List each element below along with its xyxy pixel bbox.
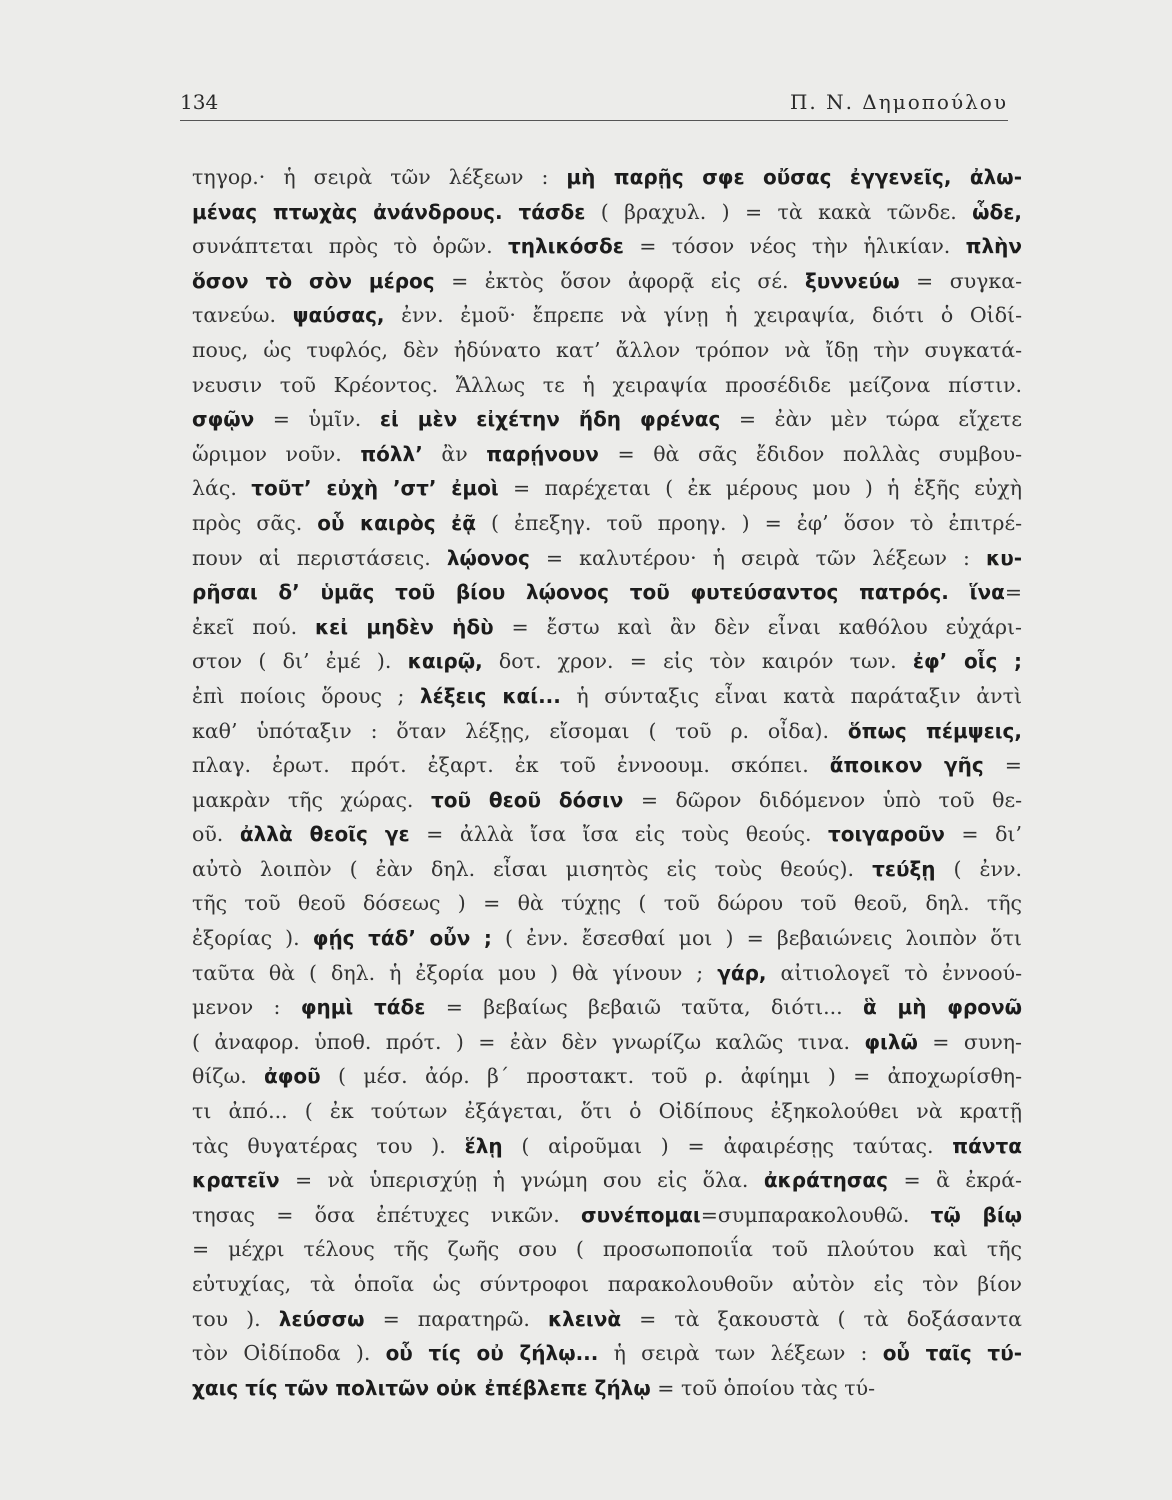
gloss-text: = μέχρι τέλους τῆς ζωῆς σου ( προσωποποιΐα τοῦ πλούτου καὶ τῆς bbox=[192, 1237, 1022, 1262]
gloss-text: = ὑμῖν. bbox=[254, 407, 380, 432]
text-line bbox=[192, 402, 1022, 437]
text-line bbox=[192, 921, 1022, 956]
text-line bbox=[192, 1025, 1022, 1060]
text-line bbox=[192, 1336, 1022, 1371]
text-line bbox=[192, 160, 1022, 195]
gloss-text: = bbox=[983, 753, 1022, 778]
text-line bbox=[192, 333, 1022, 368]
gloss-text: ( ἐνν. ἔσεσθαί μοι ) = βεβαιώνεις λοιπὸν ὅτι bbox=[491, 926, 1022, 951]
gloss-text: θίζω. bbox=[192, 1064, 265, 1089]
running-head: Π. Ν. Δημοπούλου bbox=[789, 90, 1008, 114]
gloss-text: ( αἱροῦμαι ) = ἀφαιρέσῃς ταύτας. bbox=[502, 1133, 953, 1158]
gloss-text: = θὰ σᾶς ἔδιδον πολλὰς συμβου- bbox=[598, 441, 1022, 466]
text-line bbox=[192, 1198, 1022, 1233]
text-line bbox=[192, 817, 1022, 852]
lemma-term: πόλλ’ bbox=[360, 441, 423, 466]
lemma-term: ἄποικον γῆς bbox=[829, 753, 984, 778]
lemma-term: ὅπως πέμψεις, bbox=[847, 718, 1022, 743]
gloss-text: πους, ὡς τυφλός, δὲν ἠδύνατο κατ’ ἄλλον τρόπον νὰ ἴδῃ τὴν συγκατά- bbox=[192, 337, 1022, 362]
text-line bbox=[192, 714, 1022, 749]
gloss-text: νευσιν τοῦ Κρέοντος. Ἄλλως τε ἡ χειραψία προσέδιδε μείζονα πίστιν. bbox=[192, 372, 1022, 397]
commentary-text bbox=[192, 160, 1022, 1405]
lemma-term: κρατεῖν bbox=[192, 1168, 280, 1193]
gloss-text: τανεύω. bbox=[192, 303, 293, 328]
lemma-term: παρῄνουν bbox=[486, 441, 599, 466]
text-line bbox=[192, 1371, 1022, 1406]
lemma-term: μένας πτωχὰς ἀνάνδρους. τάσδε bbox=[192, 199, 586, 224]
gloss-text: = ἔστω καὶ ἂν δὲν εἶναι καθόλου εὐχάρι- bbox=[493, 614, 1022, 639]
lemma-term: οὗ καιρὸς ἐᾷ bbox=[317, 510, 476, 535]
gloss-text: ἡ σύνταξις εἶναι κατὰ παράταξιν ἀντὶ bbox=[560, 683, 1022, 708]
lemma-term: τεύξῃ bbox=[872, 856, 936, 881]
gloss-text: = ἐὰν μὲν τώρα εἴχετε bbox=[720, 407, 1022, 432]
lemma-term: οὗ τίς οὐ ζήλῳ... bbox=[385, 1341, 599, 1366]
lemma-term: πλὴν bbox=[965, 234, 1023, 259]
text-line bbox=[192, 229, 1022, 264]
gloss-text: τῆς τοῦ θεοῦ δόσεως ) = θὰ τύχῃς ( τοῦ δώρου τοῦ θεοῦ, δηλ. τῆς bbox=[192, 891, 1022, 916]
lemma-term: λεύσσω bbox=[278, 1306, 365, 1331]
gloss-text: ἐπὶ ποίοις ὅρους ; bbox=[192, 683, 420, 708]
gloss-text: ἐξορίας ). bbox=[192, 926, 313, 951]
gloss-text: μενον : bbox=[192, 995, 301, 1020]
page-number: 134 bbox=[180, 90, 219, 114]
text-line bbox=[192, 1094, 1022, 1129]
gloss-text: εὐτυχίας, τὰ ὁποῖα ὡς σύντροφοι παρακολουθοῦν αὐτὸν εἰς τὸν βίον bbox=[192, 1272, 1022, 1296]
gloss-text: ( ἐνν. bbox=[935, 856, 1022, 881]
lemma-term: ἀλλὰ θεοῖς γε bbox=[239, 822, 410, 847]
text-line bbox=[192, 783, 1022, 818]
lemma-term: μὴ παρῇς σφε οὔσας ἐγγενεῖς, ἀλω- bbox=[566, 165, 1022, 189]
text-line bbox=[192, 610, 1022, 645]
lemma-term: ἕλῃ bbox=[464, 1133, 503, 1158]
text-line bbox=[192, 644, 1022, 679]
gloss-text: μακρὰν τῆς χώρας. bbox=[192, 787, 431, 812]
gloss-text: του ). bbox=[192, 1306, 279, 1331]
gloss-text: = τὰ ξακουστὰ ( τὰ δοξάσαντα bbox=[621, 1306, 1023, 1331]
text-line bbox=[192, 264, 1022, 299]
lemma-term: ρῆσαι δ’ ὑμᾶς τοῦ βίου λῴονος τοῦ φυτεύσαντος πατρός. ἵνα bbox=[192, 580, 1005, 605]
gloss-text: καθ’ ὑπόταξιν : ὅταν λέξῃς, εἴσομαι ( τοῦ ρ. οἶδα). bbox=[192, 718, 848, 743]
gloss-text: τηγορ.· ἡ σειρὰ τῶν λέξεων : bbox=[192, 165, 567, 189]
text-line bbox=[192, 575, 1022, 610]
gloss-text: ὥριμον νοῦν. bbox=[192, 441, 361, 466]
gloss-text: = ἐκτὸς ὅσον ἀφορᾷ εἰς σέ. bbox=[434, 268, 805, 293]
gloss-text: αὐτὸ λοιπὸν ( ἐὰν δηλ. εἶσαι μισητὸς εἰς τοὺς θεούς). bbox=[192, 856, 873, 881]
lemma-term: τοιγαροῦν bbox=[828, 822, 945, 847]
lemma-term: φημὶ τάδε bbox=[300, 995, 426, 1020]
text-line bbox=[192, 1267, 1022, 1302]
page-header bbox=[180, 86, 1008, 121]
lemma-term: ψαύσας, bbox=[292, 303, 385, 328]
gloss-text: ( ἀναφορ. ὑποθ. πρότ. ) = ἐὰν δὲν γνωρίζω καλῶς τινα. bbox=[192, 1029, 865, 1054]
text-line bbox=[192, 886, 1022, 921]
gloss-text: αἰτιολογεῖ τὸ ἐννοού- bbox=[766, 960, 1023, 985]
gloss-text: δοτ. χρον. = εἰς τὸν καιρόν των. bbox=[482, 649, 913, 674]
gloss-text: ἂν bbox=[422, 441, 487, 466]
lemma-term: λέξεις καί... bbox=[419, 683, 561, 708]
text-line bbox=[192, 1302, 1022, 1337]
lemma-term: ἐφ’ οἷς ; bbox=[912, 649, 1023, 674]
text-line bbox=[192, 679, 1022, 714]
lemma-term: ἀκράτησας bbox=[763, 1168, 888, 1193]
gloss-text: ἐνν. ἐμοῦ· ἔπρεπε νὰ γίνῃ ἡ χειραψία, διότι ὁ Οἰδί- bbox=[384, 303, 1023, 328]
gloss-text: τι ἀπό... ( ἐκ τούτων ἐξάγεται, ὅτι ὁ Οἰδίπους ἐξηκολούθει νὰ κρατῇ bbox=[192, 1099, 1022, 1124]
gloss-text: = δῶρον διδόμενον ὑπὸ τοῦ θε- bbox=[623, 787, 1022, 812]
text-line bbox=[192, 956, 1022, 991]
gloss-text: = ἃ ἐκρά- bbox=[888, 1168, 1022, 1193]
gloss-text: = bbox=[1004, 580, 1022, 605]
lemma-term: γάρ, bbox=[717, 960, 767, 985]
lemma-term: οὗ ταῖς τύ- bbox=[882, 1341, 1022, 1366]
text-line bbox=[192, 471, 1022, 506]
lemma-term: ἃ μὴ φρονῶ bbox=[863, 995, 1023, 1020]
gloss-text: = παρέχεται ( ἐκ μέρους μου ) ἡ ἑξῆς εὐχὴ bbox=[498, 476, 1023, 501]
lemma-term: κεἰ μηδὲν ἡδὺ bbox=[314, 614, 494, 639]
lemma-term: λῴονος bbox=[446, 545, 530, 570]
gloss-text: τησας = ὅσα ἐπέτυχες νικῶν. bbox=[192, 1202, 582, 1227]
gloss-text: πρὸς σᾶς. bbox=[192, 510, 318, 535]
lemma-term: χαις τίς τῶν πολιτῶν οὐκ ἐπέβλεπε ζήλῳ bbox=[192, 1375, 651, 1400]
lemma-term: φιλῶ bbox=[864, 1029, 918, 1054]
gloss-text: τὸν Οἰδίποδα ). bbox=[192, 1341, 386, 1366]
gloss-text: ( βραχυλ. ) = τὰ κακὰ τῶνδε. bbox=[585, 199, 973, 224]
gloss-text: συνάπτεται πρὸς τὸ ὁρῶν. bbox=[192, 234, 508, 259]
gloss-text: ταῦτα θὰ ( δηλ. ἡ ἐξορία μου ) θὰ γίνουν ; bbox=[192, 960, 718, 985]
gloss-text: πουν αἱ περιστάσεις. bbox=[192, 545, 447, 570]
text-line bbox=[192, 437, 1022, 472]
text-line bbox=[192, 298, 1022, 333]
text-line bbox=[192, 852, 1022, 887]
lemma-term: ξυννεύω bbox=[804, 268, 900, 293]
gloss-text: λάς. bbox=[192, 476, 252, 501]
text-line bbox=[192, 990, 1022, 1025]
gloss-text: ( ἐπεξηγ. τοῦ προηγ. ) = ἐφ’ ὅσον τὸ ἐπιτρέ- bbox=[475, 510, 1022, 535]
lemma-term: ὧδε, bbox=[972, 199, 1022, 224]
lemma-term: κυ- bbox=[985, 545, 1022, 570]
text-line bbox=[192, 368, 1022, 403]
lemma-term: φῄς τάδ’ οὖν ; bbox=[312, 926, 492, 951]
gloss-text: οῦ. bbox=[192, 822, 240, 847]
lemma-term: τηλικόσδε bbox=[508, 234, 624, 259]
gloss-text: ἡ σειρὰ των λέξεων : bbox=[598, 1341, 883, 1366]
lemma-term: κλεινὰ bbox=[547, 1306, 622, 1331]
gloss-text: = νὰ ὑπερισχύῃ ἡ γνώμη σου εἰς ὅλα. bbox=[279, 1168, 764, 1193]
gloss-text: = καλυτέρου· ἡ σειρὰ τῶν λέξεων : bbox=[529, 545, 986, 570]
lemma-term: σφῷν bbox=[192, 407, 255, 432]
gloss-text: = τόσον νέος τὴν ἡλικίαν. bbox=[623, 234, 966, 259]
text-line bbox=[192, 1059, 1022, 1094]
gloss-text: ἐκεῖ πού. bbox=[192, 614, 315, 639]
text-line bbox=[192, 195, 1022, 230]
gloss-text: = συγκα- bbox=[899, 268, 1022, 293]
gloss-text: = τοῦ ὁποίου τὰς τύ- bbox=[650, 1375, 876, 1400]
lemma-term: τοῦ θεοῦ δόσιν bbox=[430, 787, 624, 812]
gloss-text: στον ( δι’ ἐμέ ). bbox=[192, 649, 408, 674]
gloss-text: πλαγ. ἐρωτ. πρότ. ἐξαρτ. ἐκ τοῦ ἐννοουμ. σκόπει. bbox=[192, 753, 830, 778]
lemma-term: εἰ μὲν εἰχέτην ἤδη φρένας bbox=[379, 407, 721, 432]
lemma-term: τοῦτ’ εὐχὴ ’στ’ ἐμοὶ bbox=[251, 476, 499, 501]
lemma-term: συνέπομαι bbox=[581, 1202, 701, 1227]
lemma-term: ἀφοῦ bbox=[264, 1064, 321, 1089]
text-line bbox=[192, 541, 1022, 576]
gloss-text: τὰς θυγατέρας του ). bbox=[192, 1133, 465, 1158]
text-line bbox=[192, 1129, 1022, 1164]
lemma-term: ὅσον τὸ σὸν μέρος bbox=[192, 268, 435, 293]
gloss-text: = παρατηρῶ. bbox=[364, 1306, 548, 1331]
text-line bbox=[192, 1163, 1022, 1198]
text-line bbox=[192, 1232, 1022, 1267]
gloss-text: = βεβαίως βεβαιῶ ταῦτα, διότι... bbox=[425, 995, 864, 1020]
text-line bbox=[192, 748, 1022, 783]
lemma-term: τῷ βίῳ bbox=[930, 1202, 1023, 1227]
gloss-text: = συνη- bbox=[917, 1029, 1022, 1054]
gloss-text: = δι’ bbox=[944, 822, 1022, 847]
lemma-term: πάντα bbox=[952, 1133, 1022, 1158]
lemma-term: καιρῷ, bbox=[407, 649, 483, 674]
gloss-text: ( μέσ. ἀόρ. β΄ προστακτ. τοῦ ρ. ἀφίημι ) = ἀποχωρίσθη- bbox=[320, 1064, 1022, 1089]
gloss-text: = ἀλλὰ ἴσα ἴσα εἰς τοὺς θεούς. bbox=[409, 822, 828, 847]
gloss-text: =συμπαρακολουθῶ. bbox=[700, 1202, 931, 1227]
text-line bbox=[192, 506, 1022, 541]
